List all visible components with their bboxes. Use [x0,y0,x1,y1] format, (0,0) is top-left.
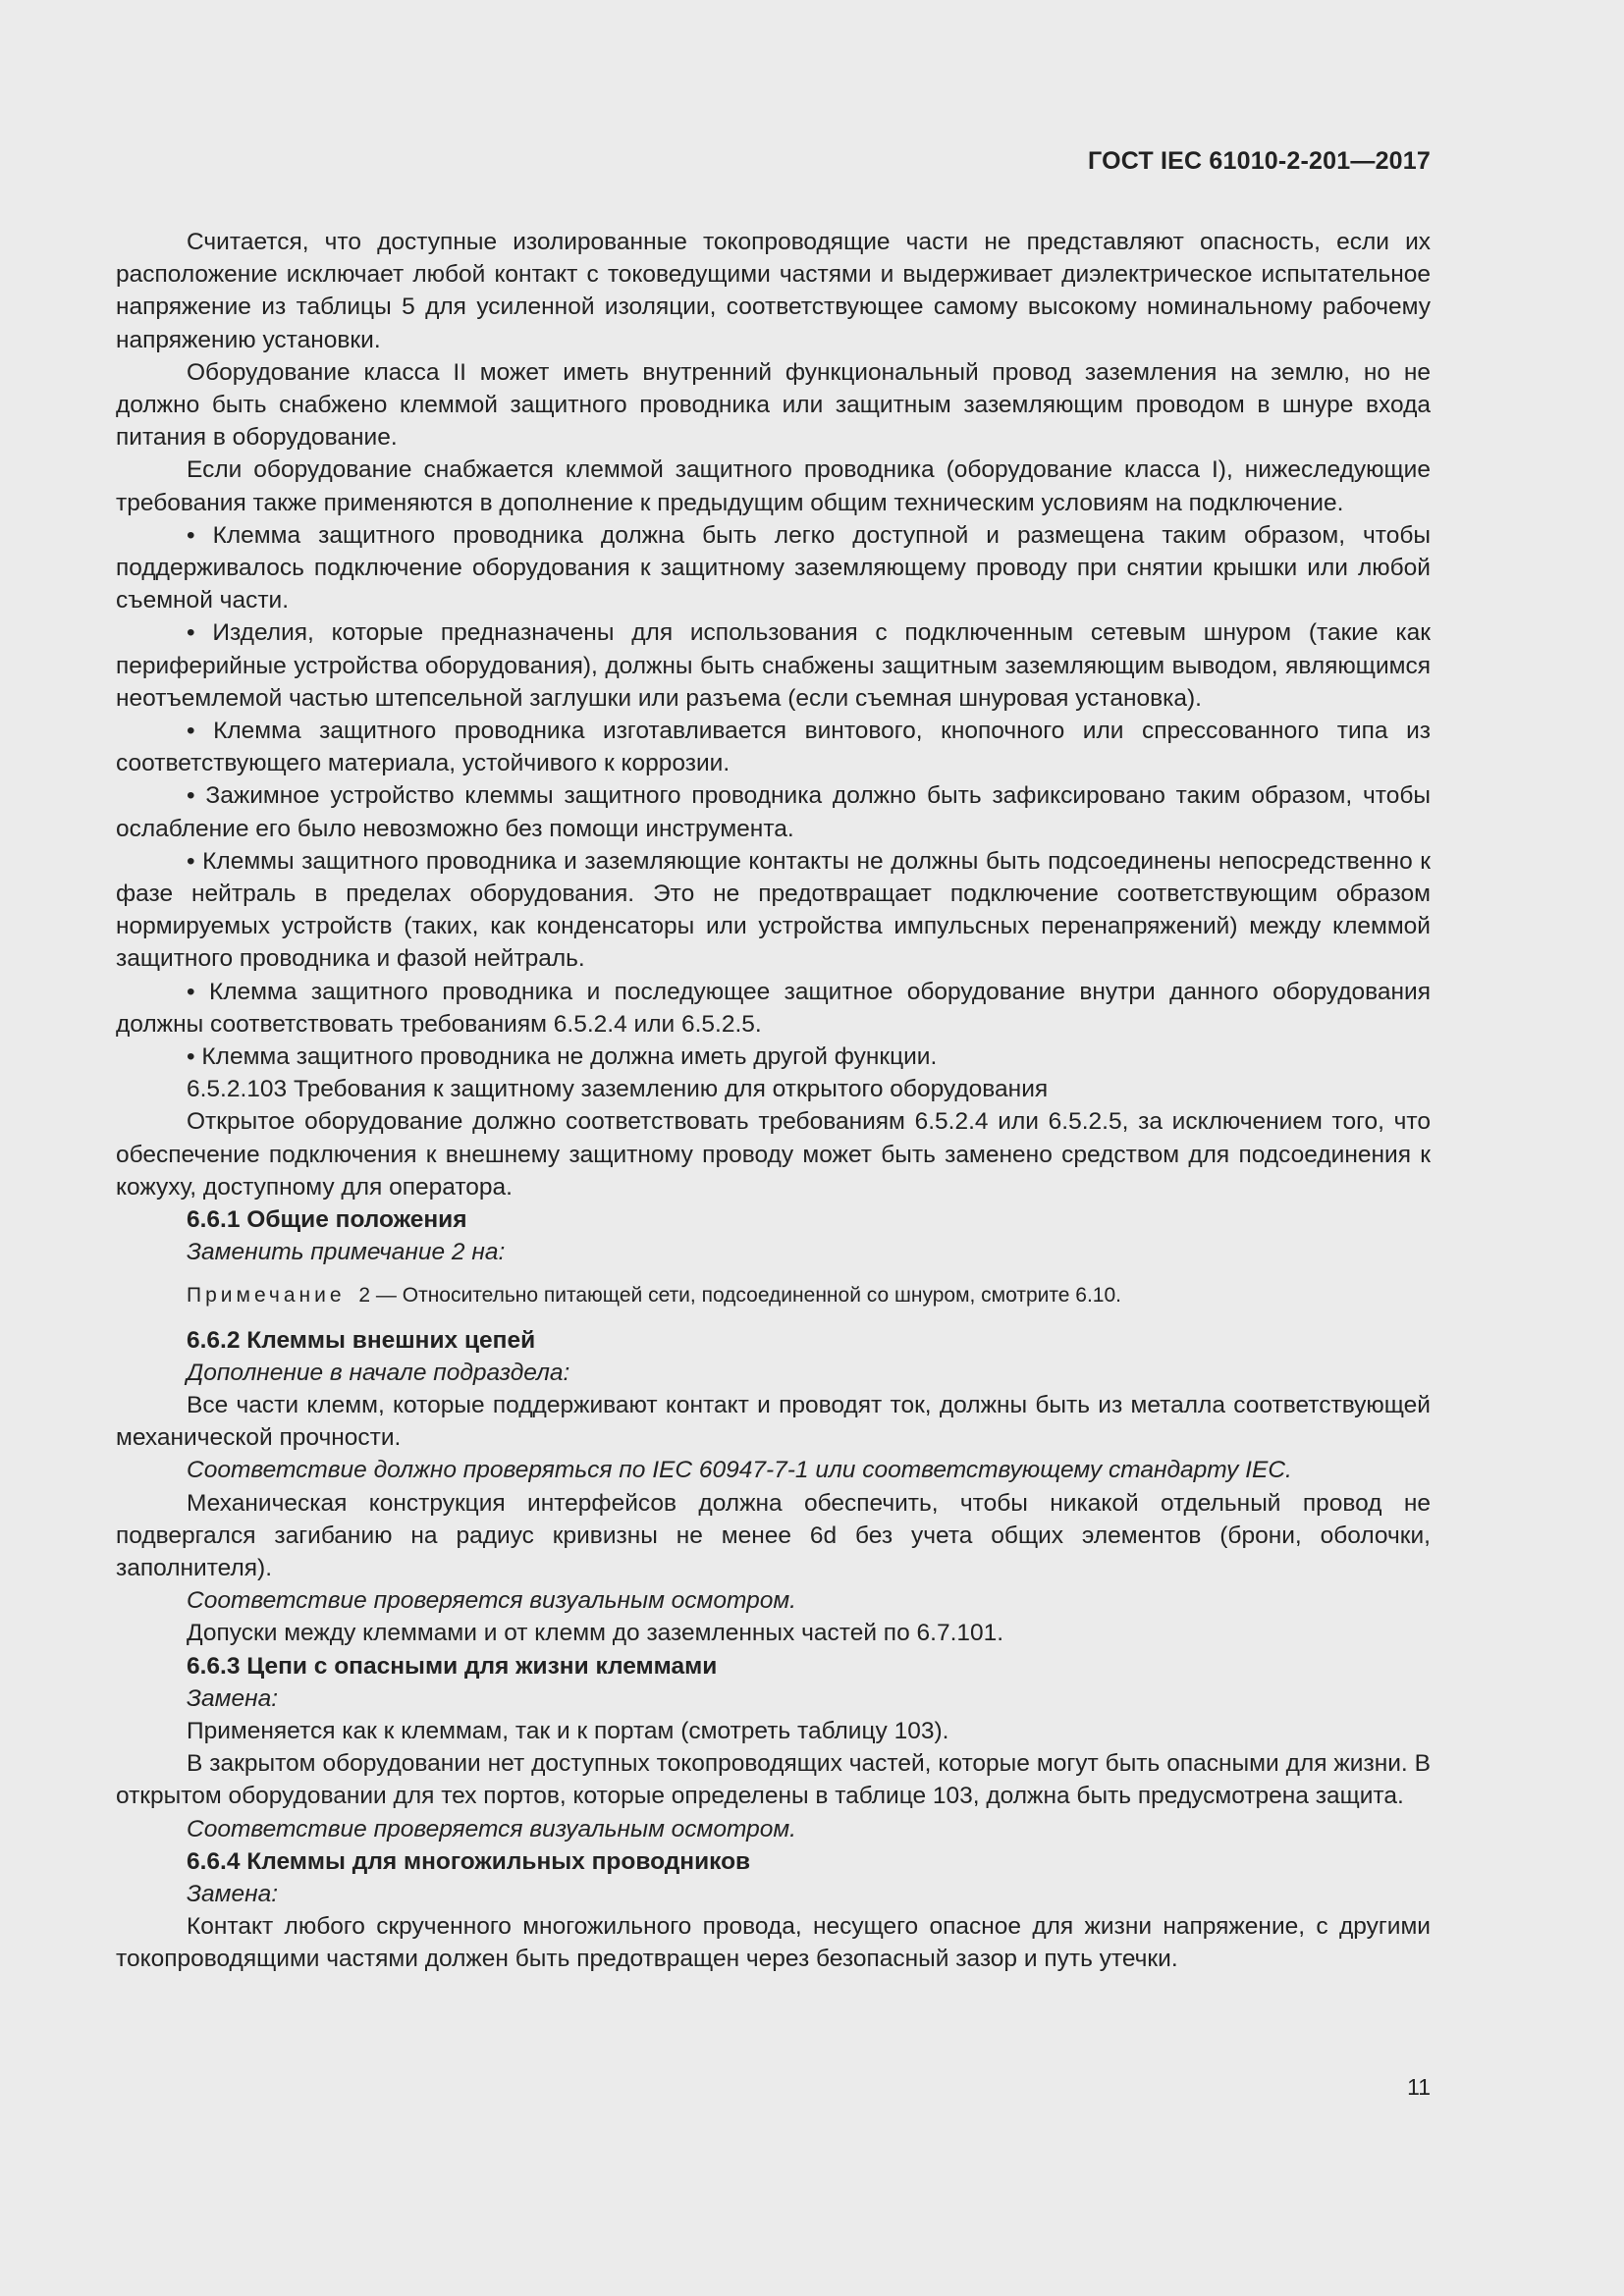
paragraph: Если оборудование снабжается клеммой защитного проводника (оборудование класса I), нижеследующие требования также применяются в дополнение к предыдущим общим техническим условиям на подключение. [116,456,1431,516]
bullet-item: • Изделия, которые предназначены для использования с подключенным сетевым шнуром (такие как периферийные устройства оборудования), должны быть снабжены защитным заземляющим выводом, являющимся неотъемлемой частью штепсельной заглушки или разъема (если съемная шнуровая установка). [116,619,1431,712]
instruction-italic: Замена: [187,1684,278,1712]
bullet-item: • Клемма защитного проводника должна быть легко доступной и размещена таким образом, чтобы поддерживалось подключение оборудования к защитному заземляющему проводу при снятии крышки или любой съемной части. [116,521,1431,614]
instruction-italic: Дополнение в начале подраздела: [187,1359,570,1386]
instruction-italic: Заменить примечание 2 на: [187,1239,506,1266]
section-heading: 6.6.4 Клеммы для многожильных проводников [187,1847,751,1875]
paragraph: Открытое оборудование должно соответствовать требованиям 6.5.2.4 или 6.5.2.5, за исключением того, что обеспечение подключения к внешнему защитному проводу может быть заменено средством для подсоединения к кожуху, доступному для оператора. [116,1108,1431,1201]
bullet-item: • Клемма защитного проводника и последующее защитное оборудование внутри данного оборудования должны соответствовать требованиям 6.5.2.4 или 6.5.2.5. [116,978,1431,1038]
paragraph: Контакт любого скрученного многожильного провода, несущего опасное для жизни напряжение, с другими токопроводящими частями должен быть предотвращен через безопасный зазор и путь утечки. [116,1913,1431,1973]
note-text: 2 — Относительно питающей сети, подсоединенной со шнуром, смотрите 6.10. [358,1283,1121,1307]
paragraph: Все части клемм, которые поддерживают контакт и проводят ток, должны быть из металла соответствующей механической прочности. [116,1391,1431,1452]
subsection-title: 6.5.2.103 Требования к защитному заземлению для открытого оборудования [187,1076,1049,1103]
paragraph: Допуски между клеммами и от клемм до заземленных частей по 6.7.101. [187,1620,1004,1647]
compliance-italic: Соответствие проверяется визуальным осмотром. [187,1815,796,1842]
section-heading: 6.6.1 Общие положения [187,1206,467,1234]
bullet-item: • Зажимное устройство клеммы защитного проводника должно быть зафиксировано таким образом, чтобы ослабление его было невозможно без помощи инструмента. [116,782,1431,842]
section-heading: 6.6.3 Цепи с опасными для жизни клеммами [187,1652,718,1680]
paragraph: Считается, что доступные изолированные токопроводящие части не представляют опасность, если их расположение исключает любой контакт с токоведущими частями и выдерживает диэлектрическое испытательное напряжение из таблицы 5 для усиленной изоляции, соответствующее самому высокому номинальному рабочему напряжению установки. [116,229,1431,353]
paragraph: Оборудование класса II может иметь внутренний функциональный провод заземления на землю, но не должно быть снабжено клеммой защитного проводника или защитным заземляющим проводом в шнуре входа питания в оборудование. [116,358,1431,452]
bullet-item: • Клемма защитного проводника не должна иметь другой функции. [187,1043,938,1071]
bullet-item: • Клемма защитного проводника изготавливается винтового, кнопочного или спрессованного типа из соответствующего материала, устойчивого к коррозии. [116,718,1431,777]
paragraph: Применяется как к клеммам, так и к портам (смотреть таблицу 103). [187,1717,949,1744]
section-heading: 6.6.2 Клеммы внешних цепей [187,1326,536,1354]
paragraph: В закрытом оборудовании нет доступных токопроводящих частей, которые могут быть опасными для жизни. В открытом оборудовании для тех портов, которые определены в таблице 103, должна быть предусмотрена защита. [116,1750,1431,1810]
compliance-italic: Соответствие проверяется визуальным осмотром. [187,1587,796,1615]
page-number: 11 [1407,2074,1431,2100]
bullet-item: • Клеммы защитного проводника и заземляющие контакты не должны быть подсоединены непосредственно к фазе нейтраль в пределах оборудования. Это не предотвращает подключение соответствующим образом нормируемых устройств (таких, как конденсаторы или устройства импульсных перенапряжений) между клеммой защитного проводника и фазой нейтраль. [116,847,1431,973]
document-body [116,226,1431,1976]
note-label: Примечание [187,1283,346,1307]
paragraph: Механическая конструкция интерфейсов должна обеспечить, чтобы никакой отдельный провод не подвергался загибанию на радиус кривизны не менее 6d без учета общих элементов (брони, оболочки, заполнителя). [116,1489,1431,1581]
page-header: ГОСТ IEC 61010-2-201—2017 [1088,147,1431,175]
compliance-italic: Соответствие должно проверяться по IEC 60947-7-1 или соответствующему стандарту IEC. [187,1457,1292,1484]
note [116,1281,1431,1310]
instruction-italic: Замена: [187,1880,278,1907]
